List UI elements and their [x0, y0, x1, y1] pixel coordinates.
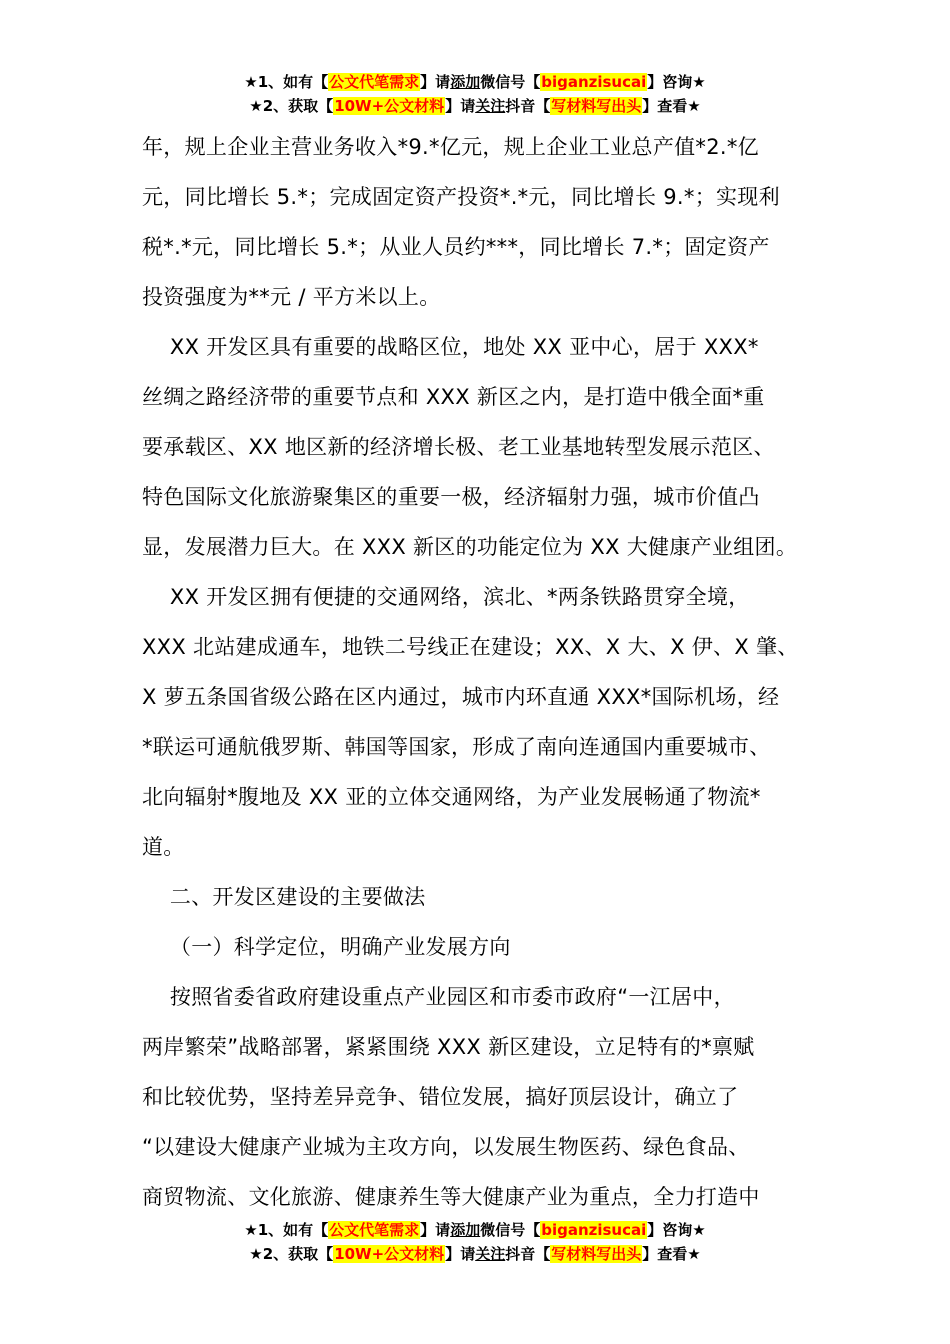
text-line: 显，发展潜力巨大。在 XXX 新区的功能定位为 XX 大健康产业组团。 — [142, 535, 798, 559]
text-line: XX 开发区拥有便捷的交通网络，滨北、*两条铁路贯穿全境， — [142, 585, 750, 609]
banner-text: 微信号【 — [480, 73, 541, 91]
banner-text: ★2、获取【 — [249, 1245, 334, 1263]
text-line: 年，规上企业主营业务收入*9.*亿元，规上企业工业总产值*2.*亿 — [142, 135, 759, 159]
underlined-text: 添加 — [450, 73, 481, 91]
text-line: 税*.*元，同比增长 5.*；从业人员约***，同比增长 7.*；固定资产 — [142, 235, 770, 259]
highlight-text: biganzisucai — [541, 1221, 647, 1239]
banner-text: 】咨询★ — [647, 1221, 706, 1239]
banner-text: 】请 — [420, 73, 451, 91]
text-line: *联运可通航俄罗斯、韩国等国家，形成了南向连通国内重要城市、 — [142, 735, 771, 759]
banner-text: 】查看★ — [642, 1245, 701, 1263]
text-line: X 萝五条国省级公路在区内通过，城市内环直通 XXX*国际机场，经 — [142, 685, 780, 709]
banner-line-2 — [0, 1242, 950, 1266]
highlight-text: 写材料写出头 — [551, 97, 642, 115]
banner-text: 微信号【 — [480, 1221, 541, 1239]
text-line: 按照省委省政府建设重点产业园区和市委市政府“一江居中， — [142, 985, 735, 1009]
text-line: XX 开发区具有重要的战略区位，地处 XX 亚中心，居于 XXX* — [142, 335, 759, 359]
subsection-heading: （一）科学定位，明确产业发展方向 — [142, 935, 511, 959]
banner-line-2 — [0, 94, 950, 118]
banner-text: ★1、如有【 — [244, 1221, 329, 1239]
banner-text: 】请 — [420, 1221, 451, 1239]
text-line: 两岸繁荣”战略部署，紧紧围绕 XXX 新区建设，立足特有的*禀赋 — [142, 1035, 755, 1059]
text-line: 丝绸之路经济带的重要节点和 XXX 新区之内，是打造中俄全面*重 — [142, 385, 765, 409]
banner-text: 抖音【 — [505, 97, 551, 115]
banner-text: 】请 — [445, 1245, 476, 1263]
underlined-text: 添加 — [450, 1221, 481, 1239]
banner-text: 】查看★ — [642, 97, 701, 115]
text-line: 元，同比增长 5.*；完成固定资产投资*.*元，同比增长 9.*；实现利 — [142, 185, 780, 209]
highlight-text: 10W+公文材料 — [334, 1245, 445, 1263]
underlined-text: 关注 — [475, 97, 506, 115]
highlight-text: 10W+公文材料 — [334, 97, 445, 115]
document-body — [142, 122, 822, 1222]
text-line: 北向辐射*腹地及 XX 亚的立体交通网络，为产业发展畅通了物流* — [142, 785, 761, 809]
text-line: XXX 北站建成通车，地铁二号线正在建设；XX、X 大、X 伊、X 肇、 — [142, 635, 799, 659]
highlight-text: 公文代笔需求 — [329, 73, 420, 91]
header-banner — [0, 70, 950, 118]
banner-text: 抖音【 — [505, 1245, 551, 1263]
section-heading: 二、开发区建设的主要做法 — [142, 885, 426, 909]
text-line: 特色国际文化旅游聚集区的重要一极，经济辐射力强，城市价值凸 — [142, 485, 760, 509]
text-line: 和比较优势，坚持差异竞争、错位发展，搞好顶层设计，确立了 — [142, 1085, 739, 1109]
footer-banner — [0, 1218, 950, 1266]
text-line: 商贸物流、文化旅游、健康养生等大健康产业为重点，全力打造中 — [142, 1185, 760, 1209]
highlight-text: 公文代笔需求 — [329, 1221, 420, 1239]
text-line: “以建设大健康产业城为主攻方向，以发展生物医药、绿色食品、 — [142, 1135, 750, 1159]
text-line: 投资强度为**元 / 平方米以上。 — [142, 285, 441, 309]
banner-text: 】咨询★ — [647, 73, 706, 91]
text-line: 道。 — [142, 835, 185, 859]
banner-text: ★1、如有【 — [244, 73, 329, 91]
banner-line-1 — [0, 1218, 950, 1242]
banner-text: ★2、获取【 — [249, 97, 334, 115]
banner-text: 】请 — [445, 97, 476, 115]
underlined-text: 关注 — [475, 1245, 506, 1263]
banner-line-1 — [0, 70, 950, 94]
highlight-text: 写材料写出头 — [551, 1245, 642, 1263]
text-line: 要承载区、XX 地区新的经济增长极、老工业基地转型发展示范区、 — [142, 435, 775, 459]
highlight-text: biganzisucai — [541, 73, 647, 91]
